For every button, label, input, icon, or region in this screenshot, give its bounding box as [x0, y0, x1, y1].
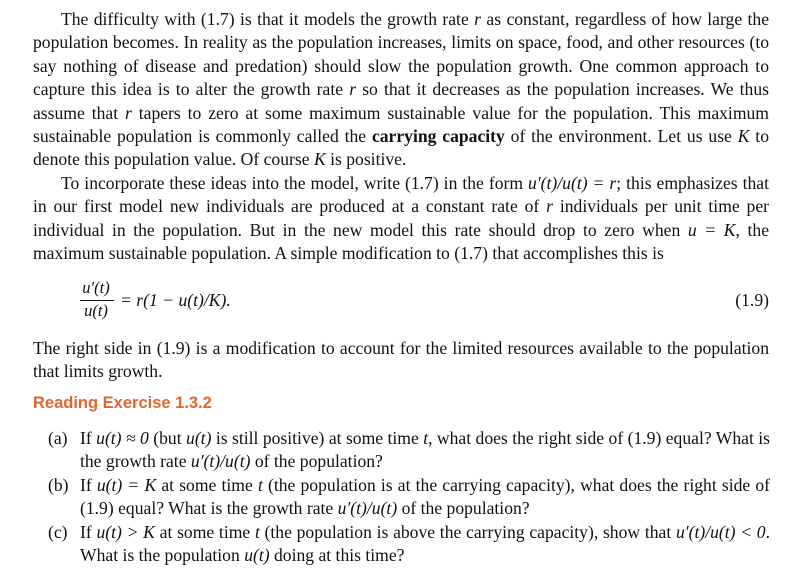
inline-math: u(t) > K: [96, 521, 155, 542]
inline-math: u = K: [687, 219, 736, 240]
text-run: To incorporate these ideas into the model, write (1.7) in the form: [61, 173, 529, 193]
equation-denominator: u(t): [84, 301, 108, 320]
text-run: individuals per unit time per individual in the population. But in the new model this rate should drop to zero when: [33, 196, 769, 240]
item-label: (a): [48, 428, 68, 448]
text-run: . What is the population: [80, 521, 771, 566]
inline-math: u′(t)/u(t): [190, 451, 251, 472]
inline-math: t: [423, 428, 429, 448]
exercise-item-a: [48, 427, 770, 474]
text-run: tapers to zero at some maximum sustainable value for the population. This maximum sustainable population is commonly called the: [33, 102, 769, 147]
reading-exercise-heading: Reading Exercise 1.3.2: [33, 394, 212, 412]
inline-math: u′(t)/u(t) < 0: [675, 521, 766, 542]
inline-math: u(t): [244, 545, 270, 566]
item-label: (c): [48, 521, 68, 542]
exercise-item-b: [48, 474, 770, 521]
text-run: is still positive) at some time: [211, 428, 424, 448]
text-run: of the environment. Let us use: [504, 126, 738, 147]
inline-math: t: [257, 474, 263, 495]
text-run: The difficulty with (1.7) is that it models the growth rate: [61, 9, 475, 29]
text-run: (but: [148, 428, 187, 448]
text-run: of the population?: [250, 451, 383, 472]
text-run: of the population?: [397, 498, 530, 519]
inline-math: u(t) = K: [96, 474, 157, 495]
equation-right-side: = r(1 − u(t)/K).: [120, 290, 231, 310]
exercise-item-c: [48, 521, 770, 568]
text-run: If: [80, 521, 97, 542]
paragraph-model-form: [33, 172, 769, 266]
math-variable: r: [349, 79, 357, 100]
equation-number: (1.9): [735, 290, 769, 310]
text-run: (the population is at the carrying capacity), what does the right side of (1.9) equal? What is the growth rate: [80, 474, 771, 519]
text-run: is positive.: [325, 149, 407, 170]
display-equation-1-9: [78, 278, 769, 326]
text-run: at some time: [156, 474, 258, 495]
inline-math: t: [254, 521, 260, 542]
math-variable: r: [124, 102, 132, 123]
text-run: ; this emphasizes that in our first model new individuals are produced at a constant rate of: [33, 173, 770, 217]
math-variable: r: [546, 196, 553, 217]
text-run: so that it decreases as the population increases. We thus assume that: [33, 79, 769, 123]
bold-term-carrying-capacity: carrying capacity: [371, 126, 505, 147]
text-run: , what does the right side of (1.9) equal? What is the growth rate: [80, 428, 771, 472]
text-run: , the maximum sustainable population. A simple modification to (1.7) that accomplishes this is: [33, 219, 770, 264]
inline-math: u′(t)/u(t): [337, 498, 398, 519]
inline-math: u(t) ≈ 0: [96, 428, 149, 448]
text-run: as constant, regardless of how large the population becomes. In reality as the population increases, limits on space, food, and other resources (to say nothing of disease and predation) should slow the population growth. One common approach to capture this idea is to alter the growth rate: [33, 9, 770, 100]
item-label: (b): [48, 474, 69, 495]
exercise-list: [48, 427, 770, 567]
inline-math: u(t): [186, 428, 212, 448]
math-variable: r: [474, 9, 482, 29]
paragraph-right-side: The right side in (1.9) is a modification to account for the limited resources available to the population that limits growth.: [33, 338, 769, 382]
text-run: If: [80, 474, 97, 495]
text-run: If: [80, 428, 97, 448]
math-variable: K: [737, 126, 750, 147]
text-run: doing at this time?: [269, 545, 405, 566]
text-run: to denote this population value. Of course: [33, 126, 769, 170]
inline-math: u′(t)/u(t) = r: [528, 173, 617, 193]
text-run: at some time: [154, 521, 255, 542]
equation-numerator: u′(t): [82, 278, 110, 297]
paragraph-growth-rate: [33, 8, 769, 172]
math-variable: K: [313, 149, 326, 170]
text-run: (the population is above the carrying capacity), show that: [259, 521, 676, 542]
